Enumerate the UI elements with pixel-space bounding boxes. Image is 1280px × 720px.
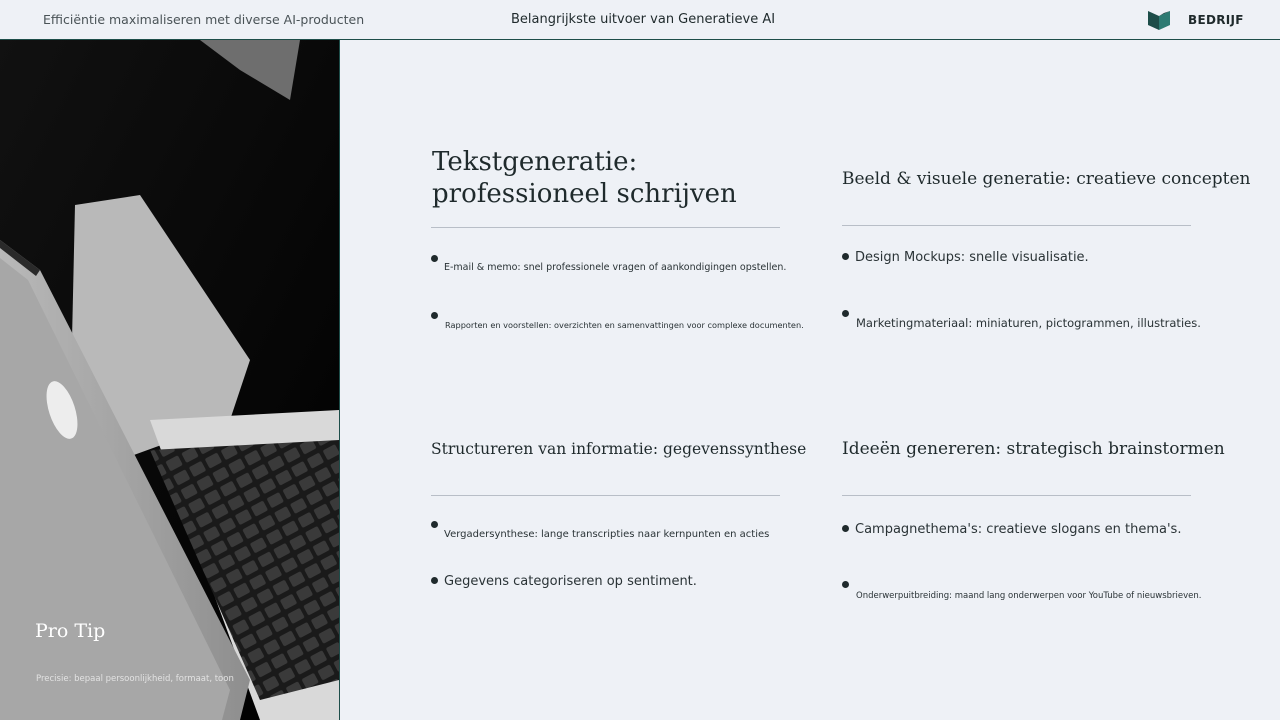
section-information-structuring — [431, 439, 831, 459]
bullet-text: Gegevens categoriseren op sentiment. — [444, 574, 697, 589]
section-visual-generation — [842, 168, 1262, 190]
top-bar — [0, 0, 1280, 40]
bullet-dot-icon — [842, 310, 849, 317]
bullet-text: Campagnethema's: creatieve slogans en thema's. — [855, 522, 1182, 537]
section-divider — [842, 225, 1191, 226]
bullet-dot-icon — [842, 525, 849, 532]
bullet-text: Onderwerpuitbreiding: maand lang onderwerpen voor YouTube of nieuwsbrieven. — [856, 591, 1202, 601]
bullet-dot-icon — [431, 312, 438, 319]
bullet-dot-icon — [431, 255, 438, 262]
book-logo-icon — [1148, 11, 1170, 30]
vertical-divider — [339, 40, 340, 720]
brand-name: BEDRIJF — [1188, 13, 1244, 27]
pro-tip-title: Pro Tip — [35, 620, 106, 642]
slide-title: Belangrijkste uitvoer van Generatieve AI — [511, 12, 776, 27]
presentation-subtitle: Efficiëntie maximaliseren met diverse AI-producten — [43, 12, 365, 27]
laptop-illustration — [0, 40, 339, 720]
section-heading: Tekstgeneratie: professioneel schrijven — [432, 147, 737, 209]
laptop-photo — [0, 40, 339, 720]
section-heading: Structureren van informatie: gegevenssynthese — [431, 440, 807, 458]
bullet-text: E-mail & memo: snel professionele vragen of aankondigingen opstellen. — [444, 262, 787, 273]
bullet-dot-icon — [431, 521, 438, 528]
bullet-text: Marketingmateriaal: miniaturen, pictogrammen, illustraties. — [856, 316, 1201, 330]
section-heading: Ideeën genereren: strategisch brainstormen — [842, 439, 1225, 459]
pro-tip-text: Precisie: bepaal persoonlijkheid, formaat, toon — [36, 674, 234, 684]
bullet-dot-icon — [431, 577, 438, 584]
bullet-text: Vergadersynthese: lange transcripties naar kernpunten en acties — [444, 529, 770, 540]
section-divider — [431, 227, 780, 228]
section-divider — [431, 495, 780, 496]
section-divider — [842, 495, 1191, 496]
bullet-text: Design Mockups: snelle visualisatie. — [855, 250, 1089, 265]
bullet-dot-icon — [842, 253, 849, 260]
section-idea-generation — [842, 438, 1262, 460]
bullet-dot-icon — [842, 581, 849, 588]
section-text-generation — [432, 146, 802, 346]
bullet-text: Rapporten en voorstellen: overzichten en samenvattingen voor complexe documenten. — [445, 320, 804, 330]
section-heading: Beeld & visuele generatie: creatieve concepten — [842, 169, 1251, 189]
